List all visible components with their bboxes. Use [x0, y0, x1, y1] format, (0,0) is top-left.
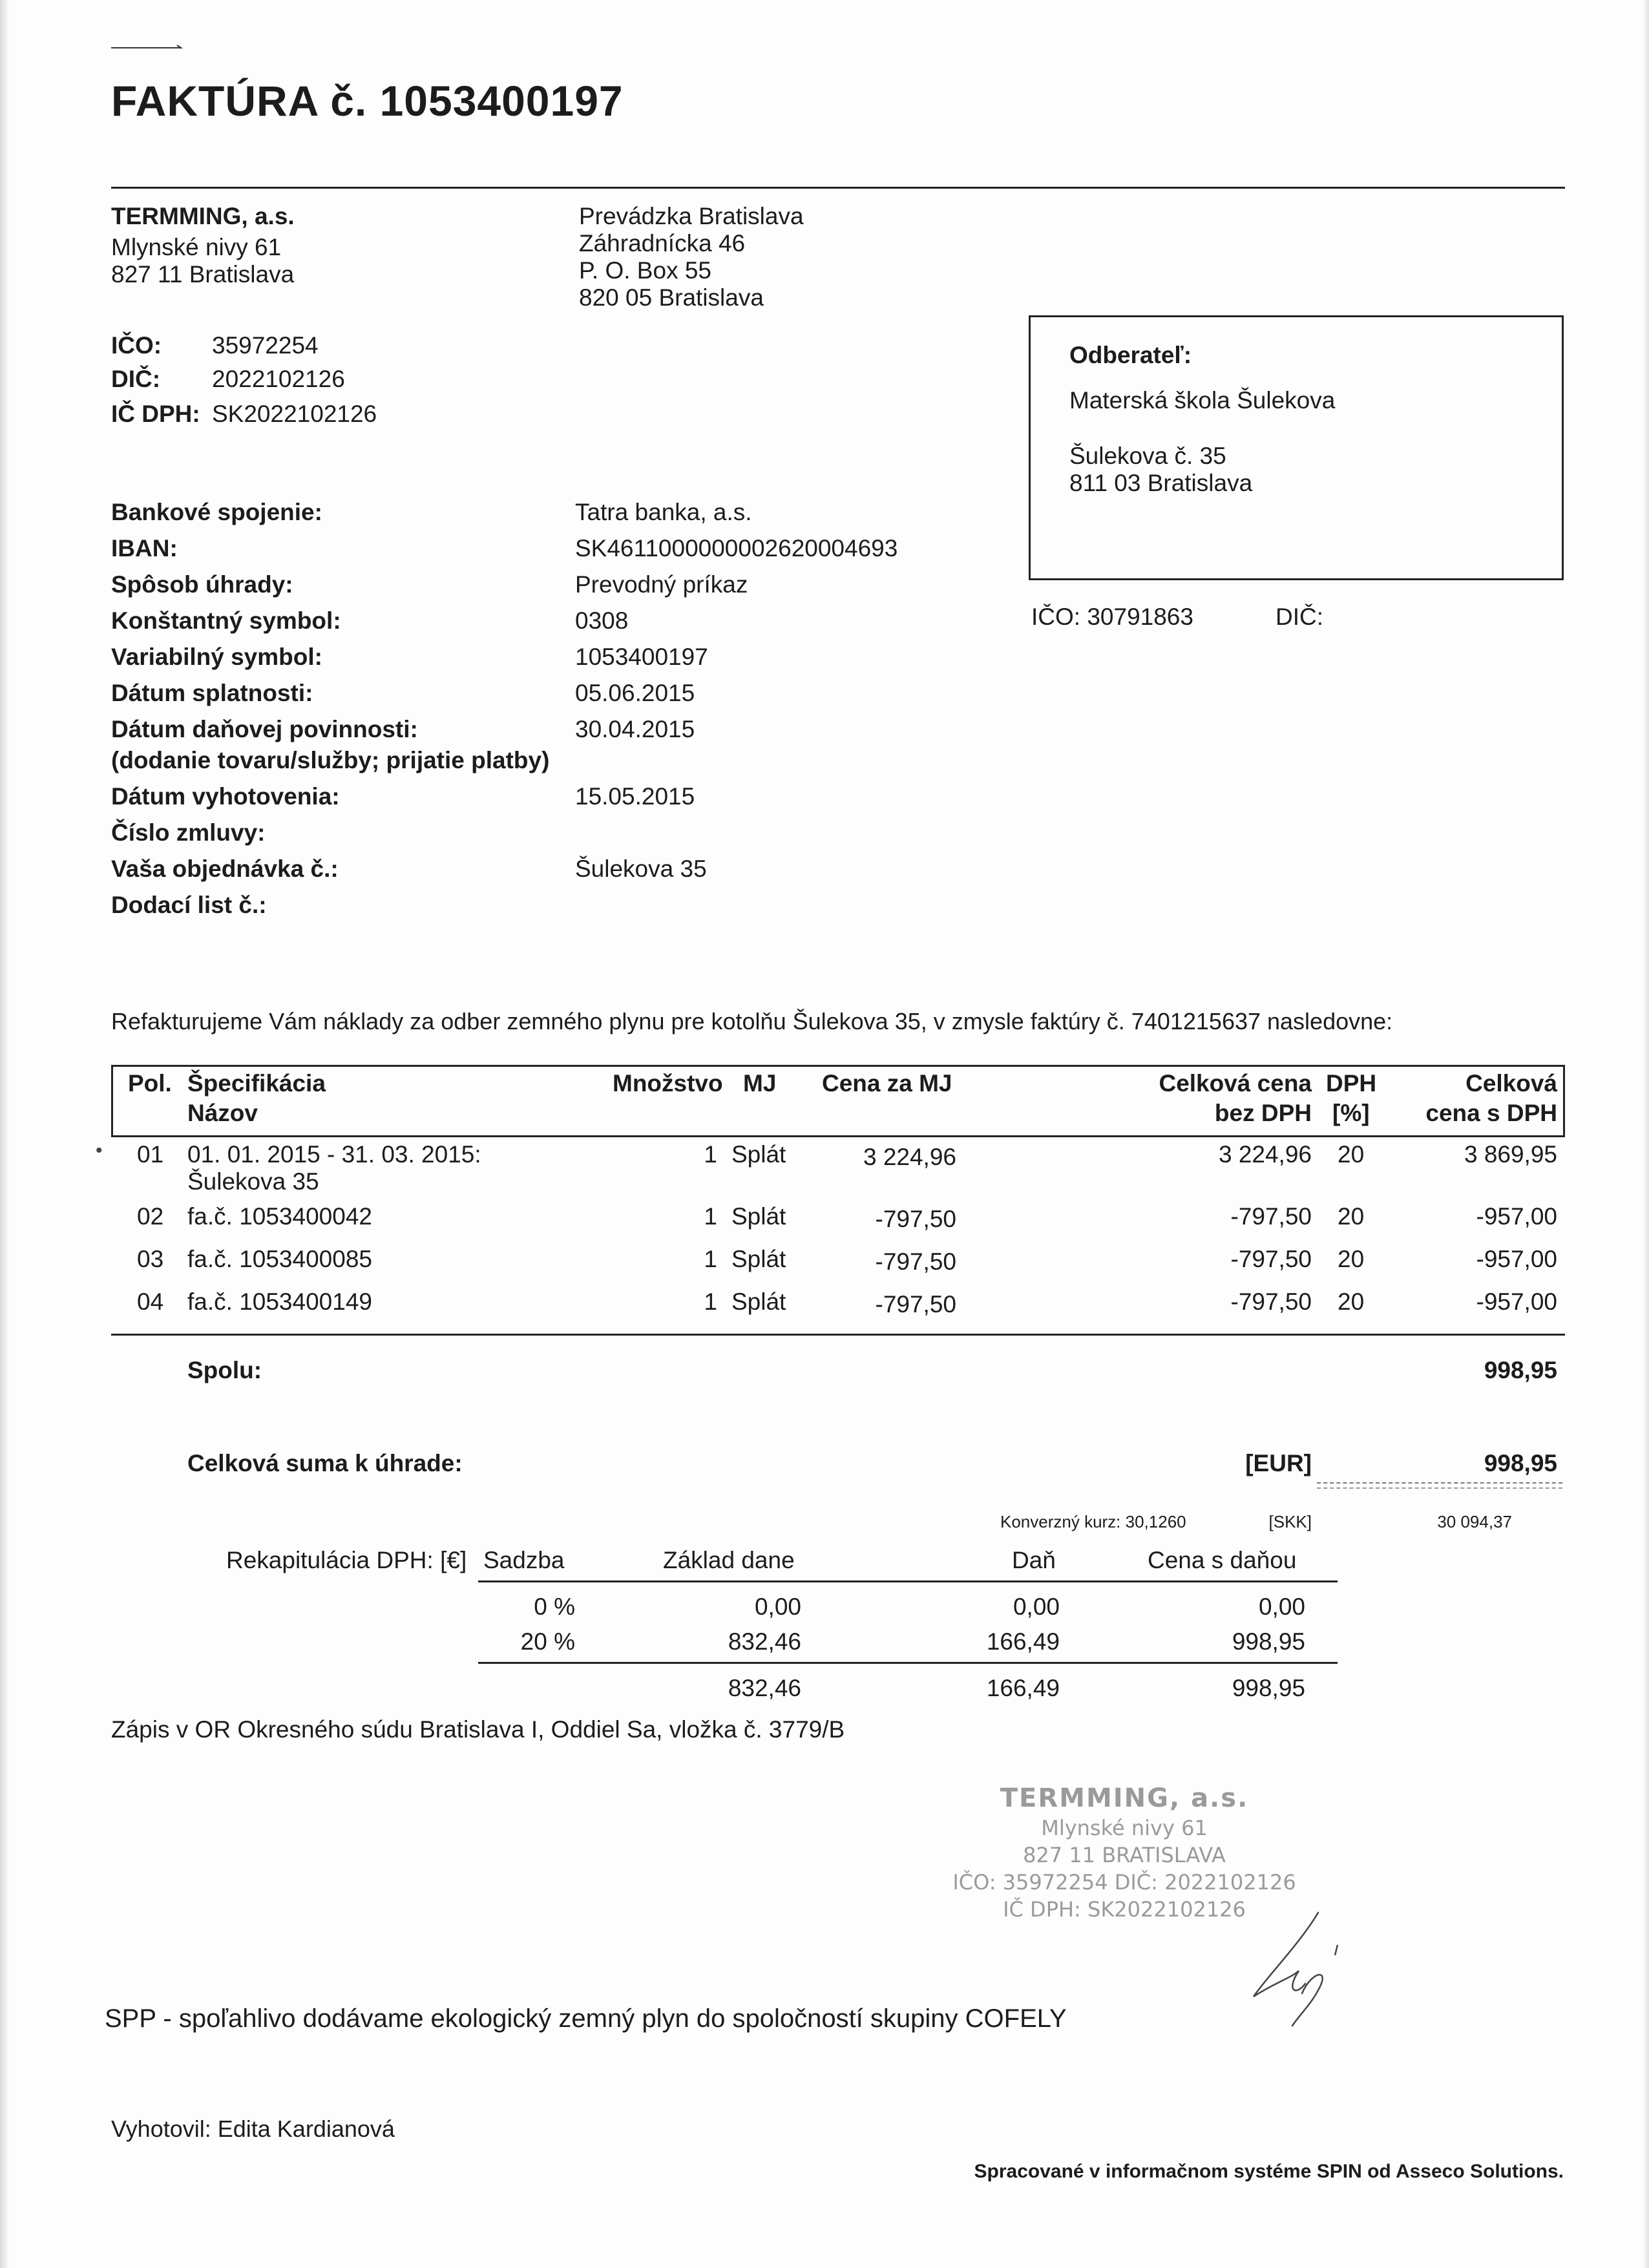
row-mj: Splát [731, 1141, 786, 1168]
row-name: fa.č. 1053400149 [187, 1288, 372, 1315]
iban-value: SK4611000000002620004693 [575, 535, 898, 562]
conv-value: 30 094,37 [1437, 1512, 1512, 1531]
scan-right-edge [1643, 0, 1649, 2268]
customer-label: Odberateľ: [1069, 342, 1192, 368]
stamp-line1: TERMMING, a.s. [1000, 1783, 1249, 1813]
vat-tax: 166,49 [986, 1628, 1060, 1655]
branch-line3: P. O. Box 55 [579, 257, 711, 284]
vat-total-base: 832,46 [728, 1675, 801, 1701]
th-qty: Množstvo [613, 1070, 723, 1097]
branch-line4: 820 05 Bratislava [579, 284, 764, 311]
vat-base: 832,46 [728, 1628, 801, 1655]
supplier-name: TERMMING, a.s. [111, 203, 295, 229]
order-value: Šulekova 35 [575, 856, 707, 882]
th-dph-a: DPH [1326, 1070, 1377, 1097]
row-mj: Splát [731, 1203, 786, 1230]
row-price: -797,50 [875, 1206, 956, 1232]
stamp-line5: IČ DPH: SK2022102126 [1003, 1897, 1246, 1922]
registry-note: Zápis v OR Okresného súdu Bratislava I, Oddiel Sa, vložka č. 3779/B [111, 1716, 845, 1743]
order-label: Vaša objednávka č.: [111, 856, 339, 882]
supplier-dic-label: DIČ: [111, 366, 161, 392]
row-mj: Splát [731, 1246, 786, 1272]
supplier-ico-label: IČO: [111, 332, 162, 359]
vat-base: 0,00 [754, 1593, 801, 1620]
row-total: -797,50 [1230, 1203, 1312, 1230]
th-mj: MJ [743, 1070, 777, 1097]
th-gross-a: Celková [1465, 1070, 1557, 1097]
row-name: fa.č. 1053400085 [187, 1246, 372, 1272]
bank-label: Bankové spojenie: [111, 499, 322, 525]
supplier-icdph: SK2022102126 [212, 401, 377, 427]
row-pol: 03 [137, 1246, 164, 1272]
row-gross: -957,00 [1476, 1246, 1557, 1272]
vat-total-rule [478, 1662, 1338, 1664]
due-value: 05.06.2015 [575, 680, 695, 706]
pay-value: 998,95 [1484, 1450, 1557, 1476]
vat-h-gross: Cena s daňou [1148, 1547, 1297, 1573]
stamp-line3: 827 11 BRATISLAVA [1023, 1843, 1226, 1867]
vat-h-tax: Daň [1012, 1547, 1056, 1573]
th-total-b: bez DPH [1214, 1100, 1312, 1126]
vat-h-base: Základ dane [663, 1547, 795, 1573]
tax-date-label: Dátum daňovej povinnosti: [111, 716, 418, 742]
th-dph-b: [%] [1332, 1100, 1370, 1126]
pay-currency: [EUR] [1245, 1450, 1312, 1476]
customer-box [1029, 315, 1564, 580]
vat-rate: 20 % [520, 1628, 575, 1655]
vat-gross: 0,00 [1258, 1593, 1305, 1620]
th-name: Názov [187, 1100, 258, 1126]
bank-value: Tatra banka, a.s. [575, 499, 752, 525]
issue-label: Dátum vyhotovenia: [111, 783, 340, 810]
table-header-border [111, 1135, 1565, 1137]
conv-label: Konverzný kurz: 30,1260 [1000, 1512, 1186, 1531]
pay-dotted-rule-2 [1317, 1487, 1562, 1489]
tax-date-value: 30.04.2015 [575, 716, 695, 742]
row-total: -797,50 [1230, 1246, 1312, 1272]
sum-value: 998,95 [1484, 1357, 1557, 1383]
customer-ico: IČO: 30791863 [1031, 604, 1193, 630]
title-divider [111, 187, 1565, 189]
issue-value: 15.05.2015 [575, 783, 695, 810]
table-right-border [1563, 1065, 1565, 1137]
vat-gross: 998,95 [1232, 1628, 1305, 1655]
row-price: -797,50 [875, 1248, 956, 1275]
method-value: Prevodný príkaz [575, 571, 748, 598]
supplier-dic: 2022102126 [212, 366, 345, 392]
branch-line1: Prevádzka Bratislava [579, 203, 804, 229]
row-dph: 20 [1338, 1288, 1365, 1315]
row-mark-dot: • [96, 1140, 103, 1161]
row-price: -797,50 [875, 1291, 956, 1318]
row-pol: 01 [137, 1141, 164, 1168]
row-dph: 20 [1338, 1141, 1365, 1168]
row-dph: 20 [1338, 1246, 1365, 1272]
signature [1241, 1906, 1357, 2029]
row-qty: 1 [704, 1141, 717, 1168]
th-gross-b: cena s DPH [1425, 1100, 1557, 1126]
row-pol: 04 [137, 1288, 164, 1315]
row-mj: Splát [731, 1288, 786, 1315]
tax-date-sub: (dodanie tovaru/služby; prijatie platby) [111, 747, 550, 773]
stamp-line4: IČO: 35972254 DIČ: 2022102126 [952, 1870, 1296, 1895]
th-price: Cena za MJ [822, 1070, 952, 1097]
pay-dotted-rule [1317, 1482, 1562, 1484]
vat-recap-label: Rekapitulácia DPH: [€] [226, 1547, 467, 1573]
row-price: 3 224,96 [863, 1144, 956, 1170]
stamp-line2: Mlynské nivy 61 [1041, 1816, 1208, 1840]
delivery-label: Dodací list č.: [111, 892, 267, 918]
customer-street: Šulekova č. 35 [1069, 443, 1226, 469]
table-top-border [111, 1065, 1565, 1067]
th-spec: Špecifikácia [187, 1070, 326, 1097]
customer-city: 811 03 Bratislava [1069, 470, 1253, 496]
row-dph: 20 [1338, 1203, 1365, 1230]
th-total-a: Celková cena [1159, 1070, 1312, 1097]
supplier-ico: 35972254 [212, 332, 319, 359]
iban-label: IBAN: [111, 535, 178, 562]
row-gross: -957,00 [1476, 1203, 1557, 1230]
customer-name: Materská škola Šulekova [1069, 387, 1336, 414]
vs-value: 1053400197 [575, 644, 708, 670]
prepared-by: Vyhotovil: Edita Kardianová [111, 2116, 395, 2142]
branch-line2: Záhradnícka 46 [579, 230, 746, 257]
customer-dic: DIČ: [1276, 604, 1323, 630]
supplier-icdph-label: IČ DPH: [111, 401, 200, 427]
table-left-border [111, 1065, 113, 1137]
vat-total-tax: 166,49 [986, 1675, 1060, 1701]
supplier-street: Mlynské nivy 61 [111, 234, 282, 260]
footer-system-note: Spracované v informačnom systéme SPIN od Asseco Solutions. [974, 2161, 1564, 2182]
slogan: SPP - spoľahlivo dodávame ekologický zemný plyn do spoločností skupiny COFELY [105, 2004, 1067, 2033]
intro-text: Refakturujeme Vám náklady za odber zemného plynu pre kotolňu Šulekova 35, v zmysle faktúry č. 7401215637 nasledovne: [111, 1008, 1393, 1034]
contract-label: Číslo zmluvy: [111, 819, 266, 846]
row-total: -797,50 [1230, 1288, 1312, 1315]
ks-value: 0308 [575, 607, 629, 634]
vat-tax: 0,00 [1013, 1593, 1060, 1620]
ks-label: Konštantný symbol: [111, 607, 341, 634]
vs-label: Variabilný symbol: [111, 644, 322, 670]
row-name: fa.č. 1053400042 [187, 1203, 372, 1230]
row-name2: Šulekova 35 [187, 1168, 319, 1195]
vat-header-rule [478, 1580, 1338, 1582]
invoice-title: FAKTÚRA č. 1053400197 [111, 77, 624, 125]
row-total: 3 224,96 [1218, 1141, 1312, 1168]
conv-currency: [SKK] [1268, 1512, 1312, 1531]
table-bottom-border [111, 1334, 1565, 1336]
row-pol: 02 [137, 1203, 164, 1230]
pay-label: Celková suma k úhrade: [187, 1450, 463, 1476]
row-qty: 1 [704, 1203, 717, 1230]
due-label: Dátum splatnosti: [111, 680, 313, 706]
sum-label: Spolu: [187, 1357, 262, 1383]
pen-mark [110, 41, 187, 54]
supplier-city: 827 11 Bratislava [111, 261, 295, 288]
row-gross: -957,00 [1476, 1288, 1557, 1315]
vat-h-rate: Sadzba [483, 1547, 565, 1573]
method-label: Spôsob úhrady: [111, 571, 293, 598]
row-gross: 3 869,95 [1464, 1141, 1557, 1168]
scan-left-edge [0, 0, 9, 2268]
row-name: 01. 01. 2015 - 31. 03. 2015: [187, 1141, 481, 1168]
row-qty: 1 [704, 1246, 717, 1272]
vat-total-gross: 998,95 [1232, 1675, 1305, 1701]
row-qty: 1 [704, 1288, 717, 1315]
vat-rate: 0 % [534, 1593, 575, 1620]
th-pol: Pol. [128, 1070, 172, 1097]
